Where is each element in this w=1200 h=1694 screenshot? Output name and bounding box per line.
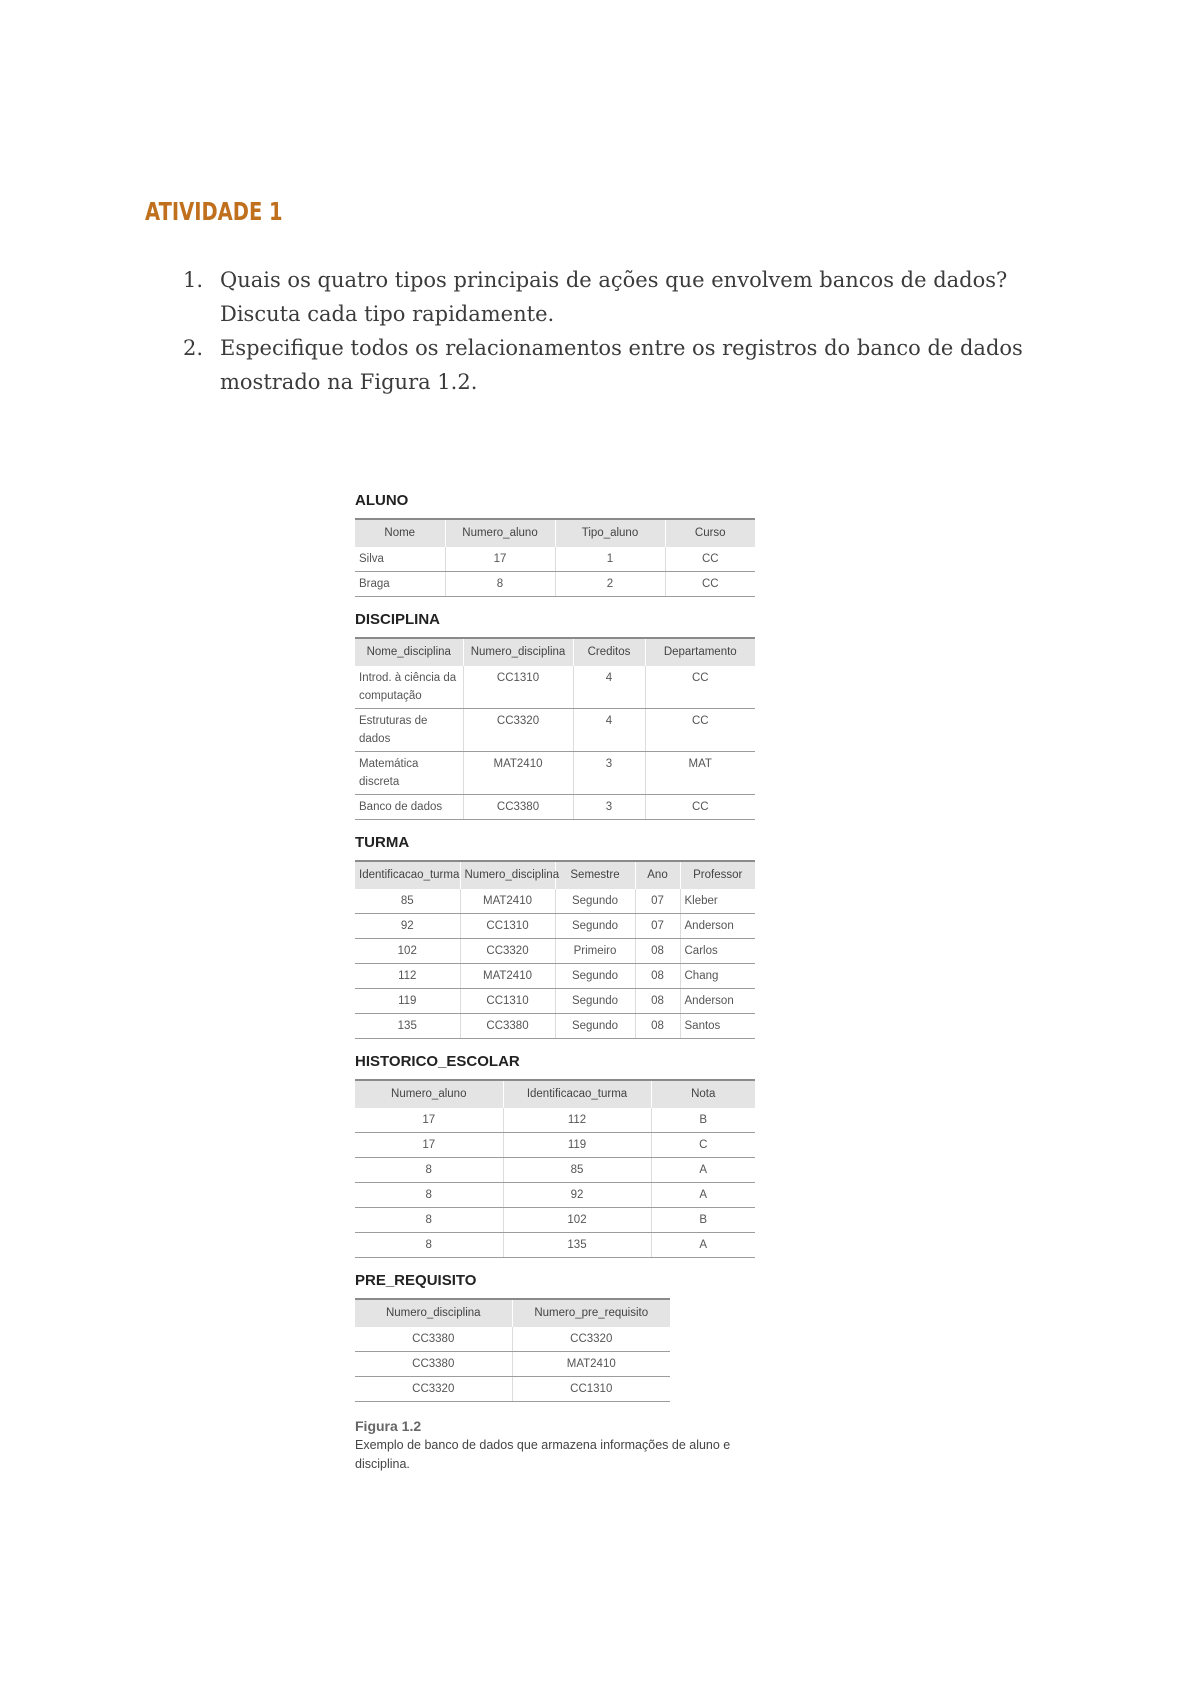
table-cell: CC1310 [460, 989, 555, 1014]
question-text: Quais os quatro tipos principais de ações que envolvem bancos de dados? Discuta cada tipo rapidamente. [220, 268, 1008, 326]
table-cell: CC3320 [512, 1327, 670, 1352]
table-cell: 08 [635, 939, 680, 964]
table-cell: CC3320 [463, 709, 573, 752]
question-item [175, 331, 1075, 399]
table-cell: Anderson [680, 989, 755, 1014]
table-title-disciplina: DISCIPLINA [355, 611, 441, 628]
table-cell: Banco de dados [355, 795, 463, 820]
table-title-turma: TURMA [355, 834, 410, 851]
table-title-aluno: ALUNO [355, 492, 409, 509]
table-row [355, 1233, 755, 1258]
column-header: Nome [355, 519, 445, 547]
table-cell: MAT [645, 752, 755, 795]
table-row [355, 1014, 755, 1039]
table-cell: 07 [635, 889, 680, 914]
table-cell: 4 [573, 666, 645, 709]
table-row [355, 666, 755, 709]
table-row [355, 1133, 755, 1158]
table-row [355, 1352, 670, 1377]
table-cell: CC3380 [463, 795, 573, 820]
table-cell: CC [665, 572, 755, 597]
table-cell: Matemática discreta [355, 752, 463, 795]
table-cell: CC3320 [460, 939, 555, 964]
table-header-row [355, 519, 755, 547]
figure-caption-text: Exemplo de banco de dados que armazena informações de aluno e disciplina. [355, 1438, 731, 1471]
table-header-row [355, 1299, 670, 1327]
table-cell: CC3320 [355, 1377, 512, 1402]
table-row [355, 989, 755, 1014]
question-item [175, 263, 1075, 331]
table-cell: Segundo [555, 1014, 635, 1039]
column-header: Numero_disciplina [355, 1299, 512, 1327]
table-row [355, 1108, 755, 1133]
table-cell: 3 [573, 795, 645, 820]
table-cell: 3 [573, 752, 645, 795]
column-header: Identificacao_turma [503, 1080, 651, 1108]
column-header: Ano [635, 861, 680, 889]
table-cell: 2 [555, 572, 665, 597]
figure-caption-title: Figura 1.2 [355, 1418, 422, 1434]
table-cell: CC1310 [463, 666, 573, 709]
table-cell: 08 [635, 964, 680, 989]
table-cell: CC [645, 666, 755, 709]
table-title-historico-escolar: HISTORICO_ESCOLAR [355, 1053, 520, 1070]
table-cell: CC3380 [355, 1352, 512, 1377]
table-cell: A [651, 1158, 755, 1183]
table-cell: 8 [355, 1158, 503, 1183]
table-cell: 135 [503, 1233, 651, 1258]
table-cell: Silva [355, 547, 445, 572]
table-aluno [355, 518, 755, 597]
column-header: Professor [680, 861, 755, 889]
table-cell: CC [665, 547, 755, 572]
table-row [355, 1327, 670, 1352]
activity-title: ATIVIDADE 1 [145, 197, 283, 226]
table-cell: 119 [355, 989, 460, 1014]
table-cell: MAT2410 [512, 1352, 670, 1377]
table-cell: 85 [503, 1158, 651, 1183]
table-row [355, 914, 755, 939]
table-cell: C [651, 1133, 755, 1158]
table-cell: B [651, 1108, 755, 1133]
table-row [355, 1183, 755, 1208]
table-cell: MAT2410 [460, 964, 555, 989]
table-cell: CC3380 [355, 1327, 512, 1352]
table-pre-requisito [355, 1298, 670, 1402]
table-cell: 92 [355, 914, 460, 939]
table-cell: MAT2410 [460, 889, 555, 914]
table-cell: Santos [680, 1014, 755, 1039]
table-cell: 8 [445, 572, 555, 597]
table-cell: A [651, 1183, 755, 1208]
column-header: Numero_disciplina [463, 638, 573, 666]
column-header: Creditos [573, 638, 645, 666]
table-cell: 119 [503, 1133, 651, 1158]
table-cell: Estruturas de dados [355, 709, 463, 752]
table-row [355, 795, 755, 820]
question-list [175, 263, 1075, 399]
table-cell: Segundo [555, 989, 635, 1014]
table-cell: 08 [635, 1014, 680, 1039]
table-cell: 8 [355, 1208, 503, 1233]
column-header: Nome_disciplina [355, 638, 463, 666]
table-cell: Segundo [555, 914, 635, 939]
column-header: Numero_aluno [355, 1080, 503, 1108]
table-cell: CC1310 [512, 1377, 670, 1402]
table-header-row [355, 638, 755, 666]
table-disciplina [355, 637, 755, 820]
table-cell: B [651, 1208, 755, 1233]
table-row [355, 964, 755, 989]
column-header: Identificacao_turma [355, 861, 460, 889]
table-cell: 17 [445, 547, 555, 572]
table-row [355, 752, 755, 795]
table-cell: 112 [503, 1108, 651, 1133]
table-cell: Carlos [680, 939, 755, 964]
table-cell: 07 [635, 914, 680, 939]
column-header: Departamento [645, 638, 755, 666]
table-cell: Anderson [680, 914, 755, 939]
table-historico-escolar [355, 1079, 755, 1258]
column-header: Nota [651, 1080, 755, 1108]
column-header: Numero_aluno [445, 519, 555, 547]
table-cell: 135 [355, 1014, 460, 1039]
table-cell: Primeiro [555, 939, 635, 964]
table-row [355, 547, 755, 572]
question-number: 2. [183, 336, 204, 360]
table-turma [355, 860, 755, 1039]
table-cell: Chang [680, 964, 755, 989]
table-cell: Kleber [680, 889, 755, 914]
table-cell: A [651, 1233, 755, 1258]
table-cell: 92 [503, 1183, 651, 1208]
table-row [355, 1208, 755, 1233]
column-header: Curso [665, 519, 755, 547]
table-cell: CC [645, 709, 755, 752]
table-row [355, 1158, 755, 1183]
table-cell: 17 [355, 1108, 503, 1133]
table-header-row [355, 1080, 755, 1108]
table-title-pre-requisito: PRE_REQUISITO [355, 1272, 477, 1289]
table-cell: 85 [355, 889, 460, 914]
table-cell: CC3380 [460, 1014, 555, 1039]
table-row [355, 939, 755, 964]
column-header: Semestre [555, 861, 635, 889]
table-cell: 102 [503, 1208, 651, 1233]
column-header: Numero_disciplina [460, 861, 555, 889]
table-cell: 8 [355, 1233, 503, 1258]
table-cell: CC1310 [460, 914, 555, 939]
table-cell: Segundo [555, 889, 635, 914]
table-cell: 08 [635, 989, 680, 1014]
column-header: Numero_pre_requisito [512, 1299, 670, 1327]
table-cell: 102 [355, 939, 460, 964]
table-cell: MAT2410 [463, 752, 573, 795]
table-row [355, 709, 755, 752]
table-cell: 17 [355, 1133, 503, 1158]
column-header: Tipo_aluno [555, 519, 665, 547]
question-number: 1. [183, 268, 204, 292]
table-cell: Segundo [555, 964, 635, 989]
table-row [355, 572, 755, 597]
table-cell: Introd. à ciência da computação [355, 666, 463, 709]
question-text: Especifique todos os relacionamentos entre os registros do banco de dados mostrado na Figura 1.2. [220, 336, 1023, 394]
table-row [355, 889, 755, 914]
table-cell: CC [645, 795, 755, 820]
table-cell: 8 [355, 1183, 503, 1208]
table-header-row [355, 861, 755, 889]
table-cell: 4 [573, 709, 645, 752]
table-cell: 1 [555, 547, 665, 572]
table-cell: Braga [355, 572, 445, 597]
table-row [355, 1377, 670, 1402]
table-cell: 112 [355, 964, 460, 989]
figure-1-2 [355, 492, 755, 1474]
